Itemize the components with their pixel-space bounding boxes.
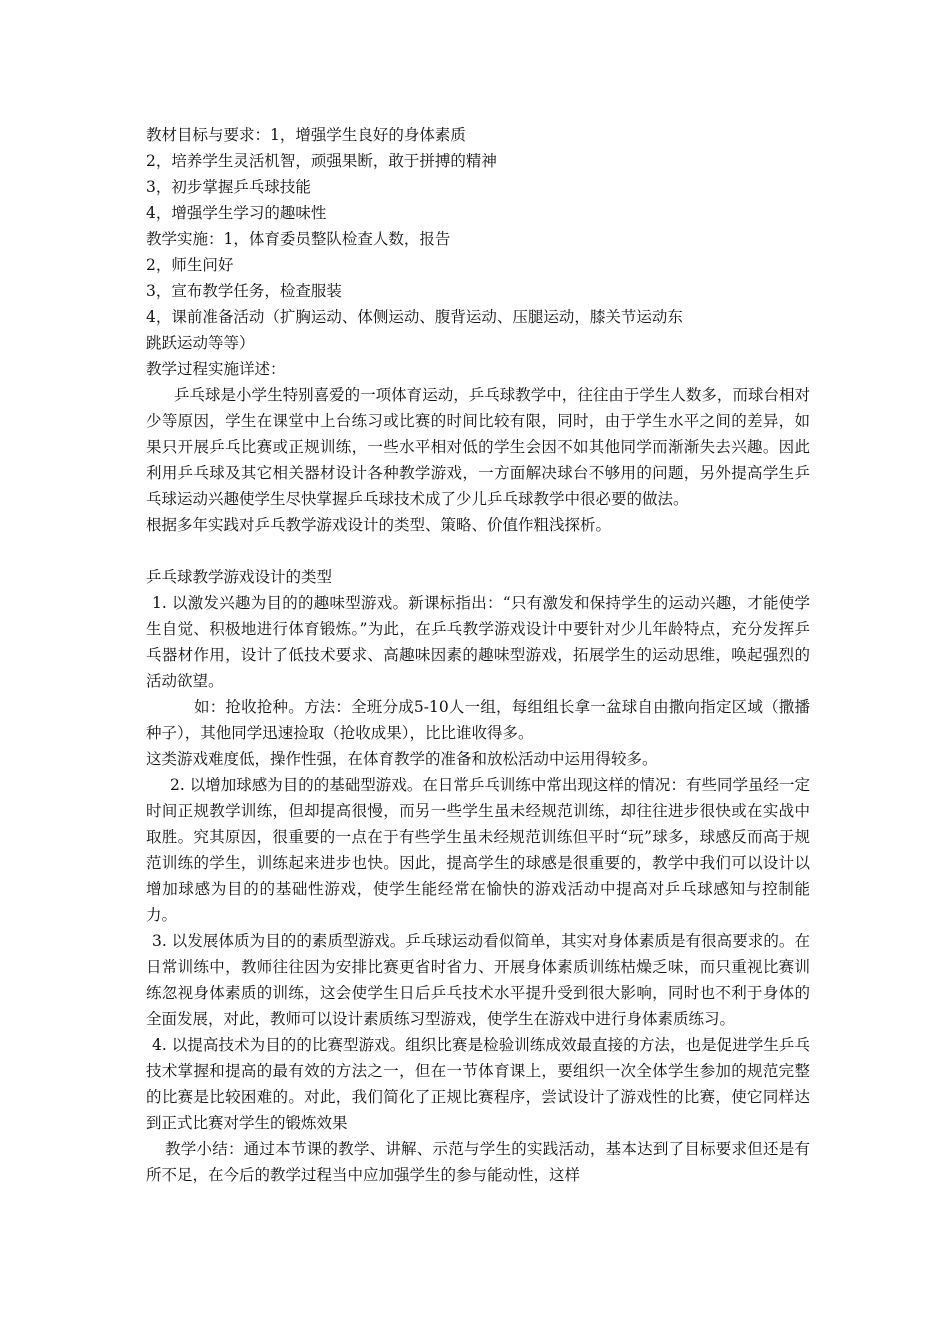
types-heading: 乒乓球教学游戏设计的类型 bbox=[146, 568, 333, 586]
document-body bbox=[146, 122, 810, 1188]
example-paragraph: 如：抢收抢种。方法：全班分成5-10人一组，每组组长拿一盆球自由撒向指定区域（撒播种子），其他同学迅速捡取（抢收成果），比比谁收得多。 bbox=[146, 698, 810, 742]
type-2-paragraph: 2. 以增加球感为目的的基础型游戏。在日常乒乓训练中常出现这样的情况：有些同学虽经一定时间正规教学训练，但却提高很慢，而另一些学生虽未经规范训练，却往往进步很快或在实战中取胜。究其原因，很重要的一点在于有些学生虽未经规范训练但平时“玩”球多，球感反而高于规范训练的学生，训练起来进步也快。因此，提高学生的球感是很重要的，教学中我们可以设计以增加球感为目的的基础性游戏，使学生能经常在愉快的游戏活动中提高对乒乓球感知与控制能力。 bbox=[146, 776, 810, 924]
implementation-item-4-continued: 跳跃运动等等） bbox=[146, 334, 255, 352]
process-intro-paragraph: 乒乓球是小学生特别喜爱的一项体育运动，乒乓球教学中，往往由于学生人数多，而球台相对少等原因，学生在课堂中上台练习或比赛的时间比较有限，同时，由于学生水平之间的差异，如果只开展乒乓比赛或正规训练，一些水平相对低的学生会因不如其他同学而渐渐失去兴趣。因此利用乒乓球及其它相关器材设计各种教学游戏，一方面解决球台不够用的问题，另外提高学生乒乓球运动兴趣使学生尽快掌握乒乓球技术成了少儿乒乓球教学中很必要的做法。 bbox=[146, 386, 810, 508]
goals-heading: 教材目标与要求：1，增强学生良好的身体素质 bbox=[146, 126, 466, 144]
blank-line bbox=[146, 538, 810, 564]
goals-item: 4，增强学生学习的趣味性 bbox=[146, 204, 327, 222]
type-1-paragraph: 1. 以激发兴趣为目的的趣味型游戏。新课标指出：“只有激发和保持学生的运动兴趣，才能使学生自觉、积极地进行体育锻炼。”为此，在乒乓教学游戏设计中要针对少儿年龄特点，充分发挥乒乓器材作用，设计了低技术要求、高趣味因素的趣味型游戏，拓展学生的运动思维，唤起强烈的活动欲望。 bbox=[146, 594, 810, 690]
implementation-item-4: 4，课前准备活动（扩胸运动、体侧运动、腹背运动、压腿运动，膝关节运动东 bbox=[146, 308, 683, 326]
implementation-heading: 教学实施：1，体育委员整队检查人数，报告 bbox=[146, 230, 451, 248]
type-3-paragraph: 3. 以发展体质为目的的素质型游戏。乒乓球运动看似简单，其实对身体素质是有很高要求的。在日常训练中，教师往往因为安排比赛更省时省力、开展身体素质训练枯燥乏味，而只重视比赛训练忽视身体素质的训练，这会使学生日后乒乓技术水平提升受到很大影响，同时也不利于身体的全面发展，对此，教师可以设计素质练习型游戏，使学生在游戏中进行身体素质练习。 bbox=[146, 932, 810, 1028]
implementation-item: 2，师生问好 bbox=[146, 256, 234, 274]
implementation-item: 3，宣布教学任务，检查服装 bbox=[146, 282, 342, 300]
goals-item: 3，初步掌握乒乓球技能 bbox=[146, 178, 311, 196]
summary-paragraph: 教学小结：通过本节课的教学、讲解、示范与学生的实践活动，基本达到了目标要求但还是有所不足，在今后的教学过程当中应加强学生的参与能动性，这样 bbox=[146, 1140, 810, 1184]
type-4-paragraph: 4. 以提高技术为目的的比赛型游戏。组织比赛是检验训练成效最直接的方法，也是促进学生乒乓技术掌握和提高的最有效的方法之一，但在一节体育课上，要组织一次全体学生参加的规范完整的比赛是比较困难的。对此，我们简化了正规比赛程序，尝试设计了游戏性的比赛，使它同样达到正式比赛对学生的锻炼效果 bbox=[146, 1036, 810, 1132]
example-note: 这类游戏难度低，操作性强，在体育教学的准备和放松活动中运用得较多。 bbox=[146, 750, 658, 768]
process-heading: 教学过程实施详述： bbox=[146, 360, 286, 378]
process-analysis-line: 根据多年实践对乒乓教学游戏设计的类型、策略、价值作粗浅探析。 bbox=[146, 516, 612, 534]
goals-item: 2，培养学生灵活机智，顽强果断，敢于拼搏的精神 bbox=[146, 152, 497, 170]
